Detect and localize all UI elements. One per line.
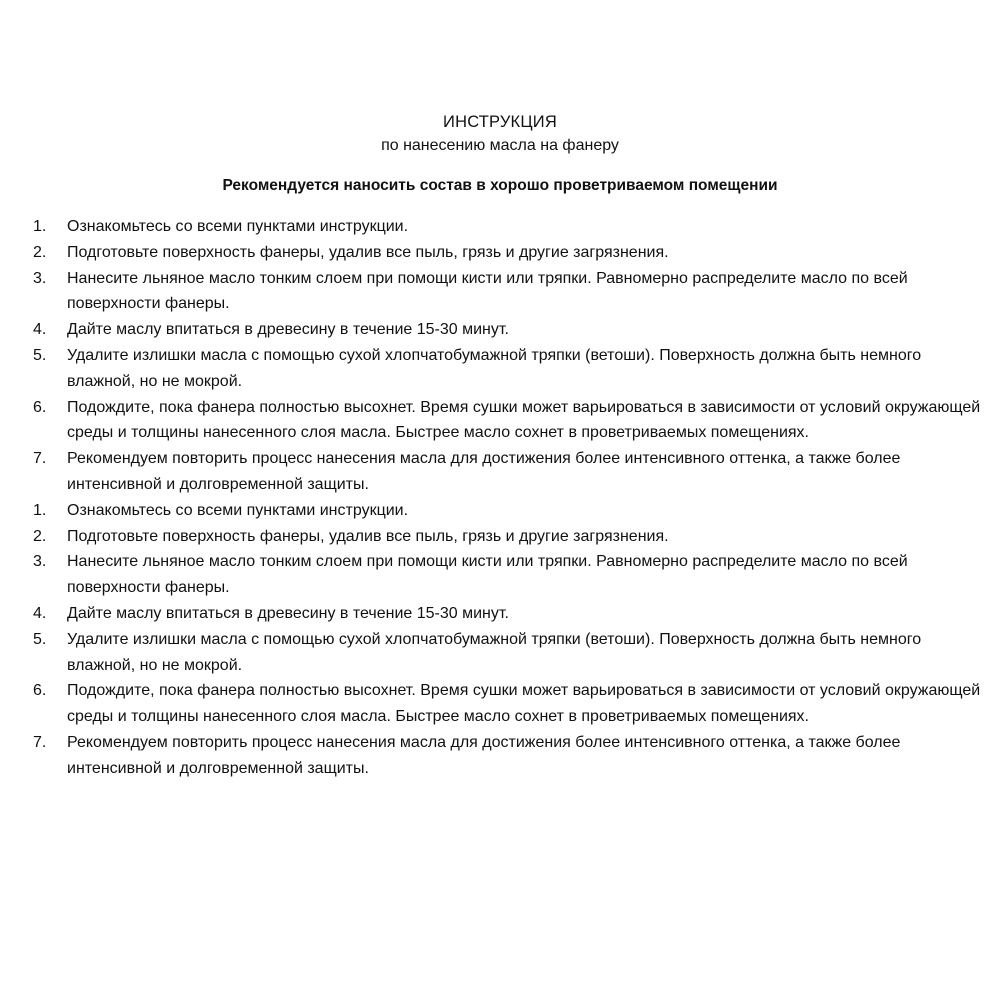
step-text: Подождите, пока фанера полностью высохнет. Время сушки может варьироваться в зависимости от условий окружающей среды и толщины нанесенного слоя масла. Быстрее масло сохнет в проветриваемых помещениях. xyxy=(67,398,981,442)
step-text: Дайте маслу впитаться в древесину в течение 15-30 минут. xyxy=(67,321,509,339)
step-number: 3. xyxy=(33,269,47,287)
step-text: Подготовьте поверхность фанеры, удалив все пыль, грязь и другие загрязнения. xyxy=(67,527,669,545)
list-item xyxy=(33,266,983,318)
step-text: Подождите, пока фанера полностью высохнет. Время сушки может варьироваться в зависимости от условий окружающей среды и толщины нанесенного слоя масла. Быстрее масло сохнет в проветриваемых помещениях. xyxy=(67,682,981,726)
list-item xyxy=(33,214,983,240)
step-number: 1. xyxy=(33,218,47,235)
step-text: Рекомендуем повторить процесс нанесения масла для достижения более интенсивного оттенка, а также более интенсивной и долговременной защиты. xyxy=(67,450,901,493)
step-text: Нанесите льняное масло тонким слоем при помощи кисти или тряпки. Равномерно распределите масло по всей поверхности фанеры. xyxy=(67,269,908,313)
step-number: 6. xyxy=(33,682,47,700)
step-text: Дайте маслу впитаться в древесину в течение 15-30 минут. xyxy=(67,604,509,622)
step-text: Удалите излишки масла с помощью сухой хлопчатобумажной тряпки (ветоши). Поверхность должна быть немного влажной, но не мокрой. xyxy=(67,346,922,390)
step-number: 4. xyxy=(33,321,47,339)
step-text: Удалите излишки масла с помощью сухой хлопчатобумажной тряпки (ветоши). Поверхность должна быть немного влажной, но не мокрой. xyxy=(67,630,922,674)
list-item xyxy=(33,549,983,601)
step-text: Подготовьте поверхность фанеры, удалив все пыль, грязь и другие загрязнения. xyxy=(67,243,669,261)
step-number: 2. xyxy=(33,243,47,261)
document-title: ИНСТРУКЦИЯ xyxy=(443,113,557,131)
step-number: 6. xyxy=(33,398,47,416)
list-item xyxy=(33,498,983,524)
ventilation-notice: Рекомендуется наносить состав в хорошо проветриваемом помещении xyxy=(222,177,778,194)
list-item xyxy=(33,601,983,627)
step-number: 7. xyxy=(33,733,47,751)
step-number: 5. xyxy=(33,630,47,648)
step-number: 2. xyxy=(33,527,47,545)
list-item xyxy=(33,240,983,266)
list-item xyxy=(33,395,983,447)
list-item xyxy=(33,730,983,782)
document-subtitle: по нанесению масла на фанеру xyxy=(381,137,619,154)
step-text: Рекомендуем повторить процесс нанесения масла для достижения более интенсивного оттенка, а также более интенсивной и долговременной защиты. xyxy=(67,733,901,777)
list-item xyxy=(33,678,983,730)
step-number: 7. xyxy=(33,450,47,468)
step-number: 5. xyxy=(33,346,47,364)
list-item xyxy=(33,627,983,679)
step-number: 1. xyxy=(33,501,47,519)
step-text: Нанесите льняное масло тонким слоем при помощи кисти или тряпки. Равномерно распределите масло по всей поверхности фанеры. xyxy=(67,553,908,597)
list-item xyxy=(33,317,983,343)
step-number: 4. xyxy=(33,604,47,622)
step-text: Ознакомьтесь со всеми пунктами инструкции. xyxy=(67,501,409,519)
step-text: Ознакомьтесь со всеми пунктами инструкции. xyxy=(67,218,409,235)
list-item xyxy=(33,524,983,550)
list-item xyxy=(33,343,983,395)
step-number: 3. xyxy=(33,553,47,571)
steps-list xyxy=(33,214,983,782)
list-item xyxy=(33,446,983,498)
